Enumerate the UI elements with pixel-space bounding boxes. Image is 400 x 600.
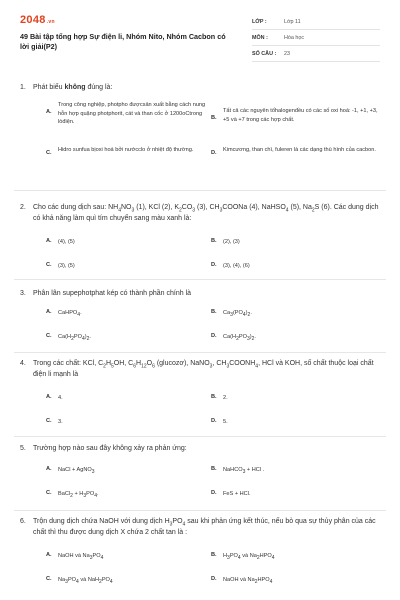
- question-stem: Cho các dung dịch sau: $NH_4NO_3$ (1), KCl (2), $K_2CO_3$ (3), $CH_3COONa$ (4), NaHSO$_4$ (5), $Na_2S$ (6). Các dung dịch có khả năng làm quì tím chuyển sang màu xanh là:: [33, 204, 379, 222]
- question-stem: Trong các chất: KCl, $C_2H_5OH$, $C_6H_{12}O_6$ (glucozơ), NaNO$_3$, $CH_3COONH_4$, HCl và KOH, số chất thuộc loại chất điện li mạnh là: [33, 360, 374, 378]
- option-b[interactable]: B. $Ca_3(PO_4)_2$.: [211, 309, 252, 319]
- meta-key: MÔN :: [252, 34, 268, 41]
- question-divider: [14, 510, 386, 511]
- option-a[interactable]: A. CaHPO$_4$.: [46, 309, 82, 319]
- question-divider: [14, 436, 386, 437]
- site-logo[interactable]: 2048.vn: [20, 14, 55, 26]
- option-b[interactable]: B. NaHCO$_3$ + HCl .: [211, 466, 265, 476]
- option-a[interactable]: A. 4.: [46, 394, 63, 401]
- meta-key: SỐ CÂU :: [252, 50, 277, 57]
- document-meta: [252, 14, 380, 62]
- meta-class-row: [252, 14, 380, 30]
- question-6: [20, 516, 382, 586]
- option-c[interactable]: C. 3.: [46, 418, 63, 425]
- option-d[interactable]: D. $Ca(H_2PO_3)_2$.: [211, 333, 256, 343]
- question-3: [20, 288, 382, 343]
- question-stem: Phát biểu không đúng là:: [33, 84, 113, 91]
- document-title: 49 Bài tập tổng hợp Sự điện li, Nhóm Nito, Nhóm Cacbon có lời giải(P2): [20, 32, 226, 51]
- question-number: 3.: [20, 290, 26, 297]
- meta-value: Lớp 11: [284, 18, 301, 25]
- question-stem: Trường hợp nào sau đây không xảy ra phản ứng:: [33, 445, 187, 452]
- option-c[interactable]: C. BaCl$_2$ + $H_3PO_4$.: [46, 490, 99, 500]
- question-5: [20, 443, 382, 500]
- option-d[interactable]: D. Kimcương, than chì, fuleren là các dạng thù hình của cacbon.: [211, 147, 376, 156]
- option-c[interactable]: C. $Ca(H_2PO_4)_2$.: [46, 333, 91, 343]
- question-4: [20, 358, 382, 425]
- meta-count-row: [252, 46, 380, 62]
- question-number: 1.: [20, 84, 26, 91]
- question-stem: Trộn dung dịch chứa NaOH với dung dịch $H_3PO_4$ sau khi phản ứng kết thúc, nếu bỏ qua sự thủy phân của các chất thì thu được dung dịch X chứa 2 chất tan là :: [33, 518, 376, 536]
- option-d[interactable]: D. 5.: [211, 418, 228, 425]
- meta-subject-row: [252, 30, 380, 46]
- option-b[interactable]: B. (2), (3): [211, 238, 240, 245]
- question-divider: [14, 352, 386, 353]
- question-number: 4.: [20, 360, 26, 367]
- option-c[interactable]: C. $Na_3PO_4$ và $NaH_2PO_4$: [46, 576, 113, 586]
- question-number: 2.: [20, 204, 26, 211]
- question-stem: Phân lân supephotphat kép có thành phần chính là: [33, 290, 192, 297]
- question-number: 5.: [20, 445, 26, 452]
- question-2: [20, 202, 382, 269]
- meta-value: 23: [284, 50, 290, 57]
- question-divider: [14, 279, 386, 280]
- option-b[interactable]: B. $H_3PO_4$ và $Na_2HPO_4$: [211, 552, 275, 562]
- option-a[interactable]: A. NaCl + AgNO$_3$: [46, 466, 95, 476]
- option-a[interactable]: A. (4), (5): [46, 238, 75, 245]
- option-d[interactable]: D. FeS + HCl.: [211, 490, 251, 497]
- question-1: [20, 82, 382, 156]
- meta-value: Hóa học: [284, 34, 305, 41]
- option-b[interactable]: B. Tất cả các nguyên tốhalogenđều có các số oxi hoá: -1, +1, +3, +5 và +7 trong các hợp chất.: [211, 108, 378, 123]
- option-a[interactable]: A. NaOH và $Na_3PO_4$: [46, 552, 104, 562]
- question-divider: [14, 190, 386, 191]
- option-a[interactable]: A. Trong công nghiệp, photpho đượcsản xuất bằng cách nung hỗn hợp quặng photphorit, cát và than cốc ở 1200oCtrong lòđiện.: [46, 102, 206, 125]
- question-number: 6.: [20, 518, 26, 525]
- option-c[interactable]: C. (3), (5): [46, 262, 75, 269]
- meta-key: LỚP :: [252, 18, 267, 25]
- option-b[interactable]: B. 2.: [211, 394, 228, 401]
- option-c[interactable]: C. Hidro sunfua bịoxi hoá bởi nướcclo ở nhiệt độ thường.: [46, 147, 194, 156]
- option-d[interactable]: D. NaOH và $Na_2HPO_4$: [211, 576, 273, 586]
- option-d[interactable]: D. (3), (4), (6): [211, 262, 250, 269]
